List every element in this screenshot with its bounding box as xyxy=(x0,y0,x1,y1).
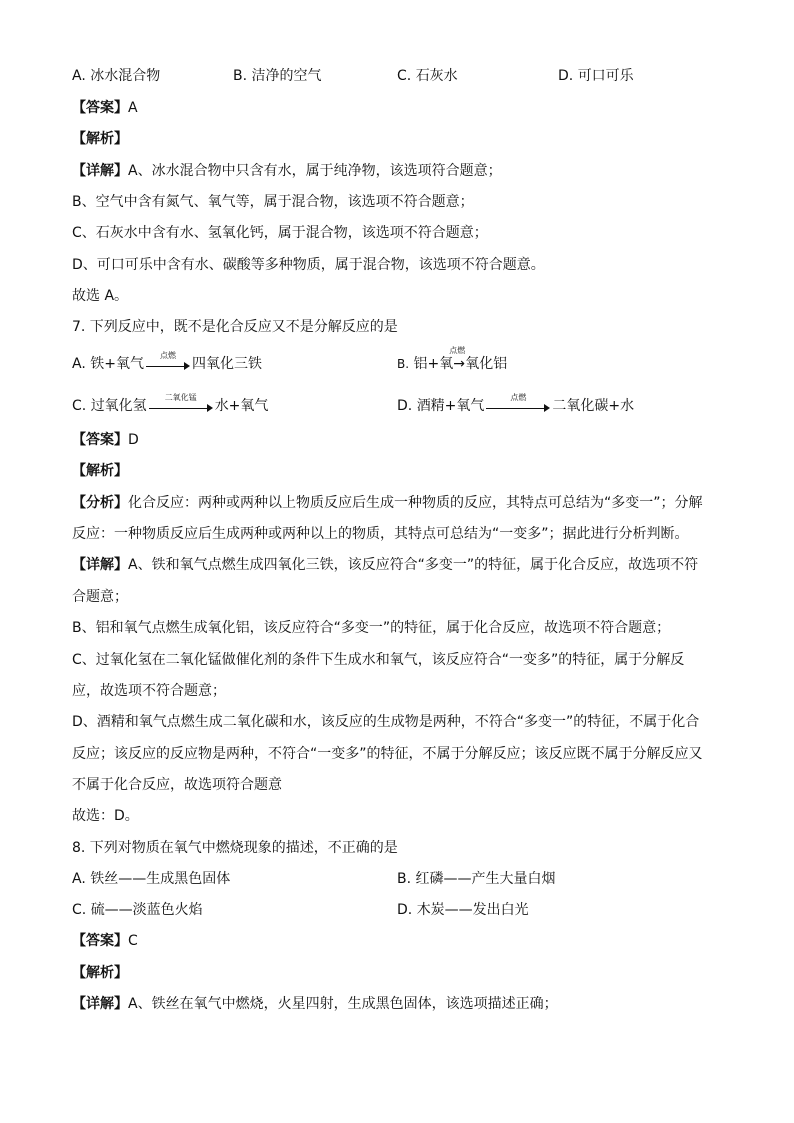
q8-option-d: D. 木炭——发出白光 xyxy=(397,902,529,918)
q7-detail-5: 应，故选项不符合题意； xyxy=(72,683,226,699)
q6-option-a: A. 冰水混合物 xyxy=(72,68,161,84)
q8-option-c: C. 硫——淡蓝色火焰 xyxy=(72,902,203,918)
q7-stem: 7. 下列反应中，既不是化合反应又不是分解反应的是 xyxy=(72,319,398,335)
q8-analysis-heading: 【解析】 xyxy=(72,965,128,981)
reaction-arrow: 点燃 xyxy=(486,396,550,416)
q7-detail-6: D、酒精和氧气点燃生成二氧化碳和水，该反应的生成物是两种，不符合“多变一”的特征，不属于化合 xyxy=(72,714,700,730)
q6-detail-a: 【详解】A、冰水混合物中只含有水，属于纯净物，该选项符合题意； xyxy=(72,163,502,179)
q8-option-a: A. 铁丝——生成黑色固体 xyxy=(72,871,231,887)
q6-conclusion: 故选 A。 xyxy=(72,288,129,304)
q7-detail-2: 合题意； xyxy=(72,589,128,605)
q7-answer: 【答案】D xyxy=(72,432,139,448)
q6-detail-b: B、空气中含有氮气、氧气等，属于混合物，该选项不符合题意； xyxy=(72,194,474,210)
q6-option-c: C. 石灰水 xyxy=(397,68,458,84)
q7-conclusion: 故选：D。 xyxy=(72,808,139,824)
q8-answer: 【答案】C xyxy=(72,933,138,949)
q6-option-b: B. 洁净的空气 xyxy=(233,68,322,84)
q7-analysis-heading: 【解析】 xyxy=(72,463,128,479)
reaction-arrow: 点燃 xyxy=(146,354,190,374)
q6-answer: 【答案】A xyxy=(72,100,138,116)
q6-detail-d: D、可口可乐中含有水、碳酸等多种物质，属于混合物，该选项不符合题意。 xyxy=(72,257,545,273)
q6-analysis-heading: 【解析】 xyxy=(72,131,128,147)
q7-detail-4: C、过氧化氢在二氧化锰做催化剂的条件下生成水和氧气，该反应符合“一变多”的特征，属于分解反 xyxy=(72,652,685,668)
q6-option-d: D. 可口可乐 xyxy=(558,68,634,84)
q8-stem: 8. 下列对物质在氧气中燃烧现象的描述，不正确的是 xyxy=(72,840,398,856)
q7-option-a: A. 铁+氧气 点燃 四氧化三铁 xyxy=(72,351,262,372)
q7-option-b: B. 铝+氧 点燃 → 氧化铝 xyxy=(397,346,508,372)
q7-fenxi-2: 反应：一种物质反应后生成两种或两种以上的物质，其特点可总结为“一变多”；据此进行分析判断。 xyxy=(72,526,689,542)
q6-detail-c: C、石灰水中含有水、氢氧化钙，属于混合物，该选项不符合题意； xyxy=(72,225,488,241)
q7-detail-1: 【详解】A、铁和氧气点燃生成四氧化三铁，该反应符合“多变一”的特征，属于化合反应，故选项不符 xyxy=(72,557,699,573)
q7-detail-8: 不属于化合反应，故选项符合题意 xyxy=(72,777,282,793)
q7-detail-3: B、铝和氧气点燃生成氧化铝，该反应符合“多变一”的特征，属于化合反应，故选项不符合题意； xyxy=(72,620,671,636)
reaction-arrow: 点燃 → xyxy=(449,346,466,372)
q8-option-b: B. 红磷——产生大量白烟 xyxy=(397,871,556,887)
q7-option-c: C. 过氧化氢 二氧化锰 水+氧气 xyxy=(72,393,269,414)
reaction-arrow: 二氧化锰 xyxy=(149,396,213,416)
q7-detail-7: 反应；该反应的反应物是两种，不符合“一变多”的特征，不属于分解反应；该反应既不属于分解反应又 xyxy=(72,746,703,762)
q7-fenxi-1: 【分析】化合反应：两种或两种以上物质反应后生成一种物质的反应，其特点可总结为“多变一”；分解 xyxy=(72,495,703,511)
q8-detail-1: 【详解】A、铁丝在氧气中燃烧，火星四射，生成黑色固体，该选项描述正确； xyxy=(72,996,558,1012)
q7-option-d: D. 酒精+氧气 点燃 二氧化碳+水 xyxy=(397,393,635,414)
